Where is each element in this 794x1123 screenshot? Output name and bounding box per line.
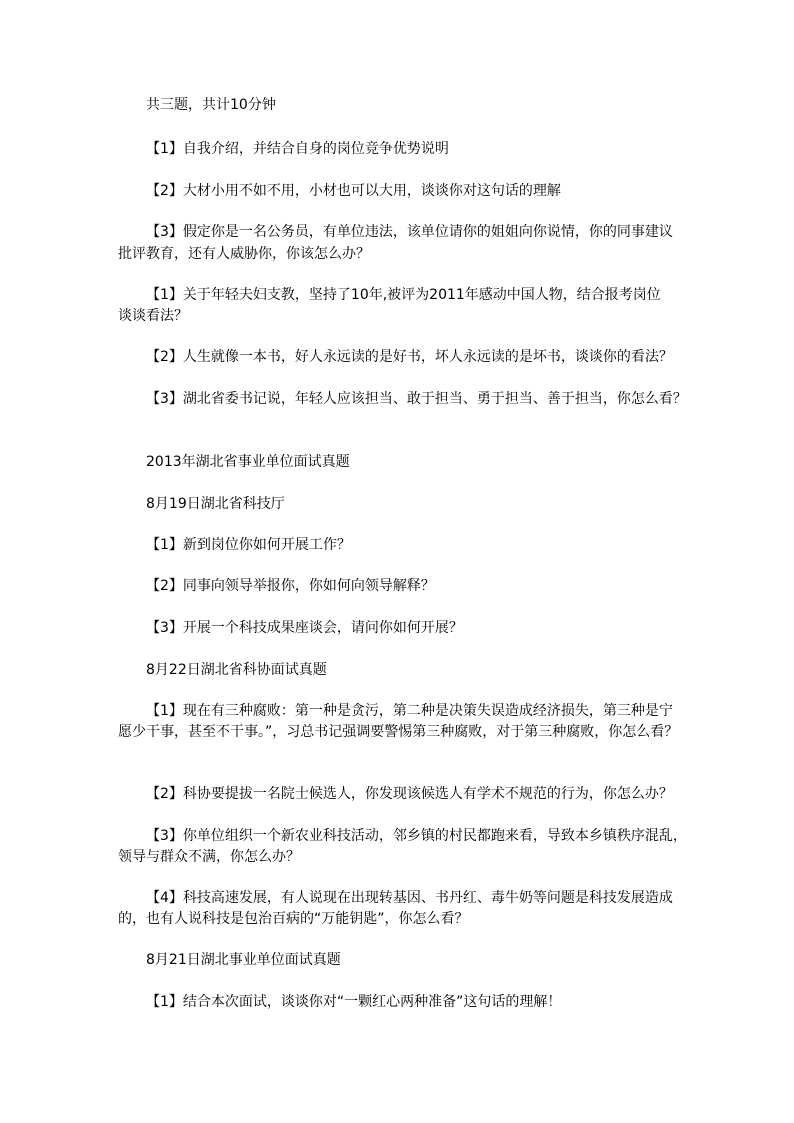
section-heading: 2013年湖北省事业单位面试真题 (146, 454, 350, 470)
question-line-continued: 愿少干事，甚至不干事。”，习总书记强调要警惕第三种腐败，对于第三种腐败，你怎么看？ (118, 724, 679, 740)
question-line: 【1】自我介绍，并结合自身的岗位竞争优势说明 (146, 141, 449, 157)
question-line: 【2】人生就像一本书，好人永远读的是好书，坏人永远读的是坏书，谈谈你的看法？ (146, 349, 673, 365)
question-line: 【1】结合本次面试，谈谈你对“一颗红心两种准备”这句话的理解！ (146, 994, 562, 1010)
question-line-continued: 谈谈看法？ (118, 308, 188, 324)
question-line: 【3】开展一个科技成果座谈会，请问你如何开展？ (146, 620, 463, 636)
question-line: 【2】大材小用不如不用，小材也可以大用，谈谈你对这句话的理解 (146, 183, 561, 199)
question-line: 【1】现在有三种腐败：第一种是贪污，第二种是决策失误造成经济损失，第三种是宁 (146, 703, 673, 719)
subsection-heading: 8月22日湖北省科协面试真题 (146, 662, 327, 678)
question-line: 【3】你单位组织一个新农业科技活动，邻乡镇的村民都跑来看，导致本乡镇秩序混乱， (146, 828, 687, 844)
question-line-continued: 领导与群众不满，你怎么办？ (118, 849, 300, 865)
question-line: 【2】同事向领导举报你，你如何向领导解释？ (146, 578, 435, 594)
question-line: 【3】湖北省委书记说，年轻人应该担当、敢于担当、勇于担当、善于担当，你怎么看？ (146, 391, 687, 407)
question-line: 【4】科技高速发展，有人说现在出现转基因、书丹红、毒牛奶等问题是科技发展造成 (146, 890, 673, 906)
question-line-continued: 的，也有人说科技是包治百病的“万能钥匙”，你怎么看？ (118, 911, 469, 927)
intro-line: 共三题，共计10分钟 (146, 97, 276, 113)
question-line: 【2】科协要提拔一名院士候选人，你发现该候选人有学术不规范的行为，你怎么办？ (146, 786, 673, 802)
subsection-heading: 8月21日湖北事业单位面试真题 (146, 952, 341, 968)
question-line: 【1】新到岗位你如何开展工作？ (146, 537, 351, 553)
subsection-heading: 8月19日湖北省科技厅 (146, 496, 285, 512)
question-line: 【1】关于年轻夫妇支教，坚持了10年,被评为2011年感动中国人物，结合报考岗位 (146, 287, 661, 303)
question-line-continued: 批评教育，还有人威胁你，你该怎么办？ (118, 246, 370, 262)
question-line: 【3】假定你是一名公务员，有单位违法，该单位请你的姐姐向你说情，你的同事建议 (146, 224, 673, 240)
